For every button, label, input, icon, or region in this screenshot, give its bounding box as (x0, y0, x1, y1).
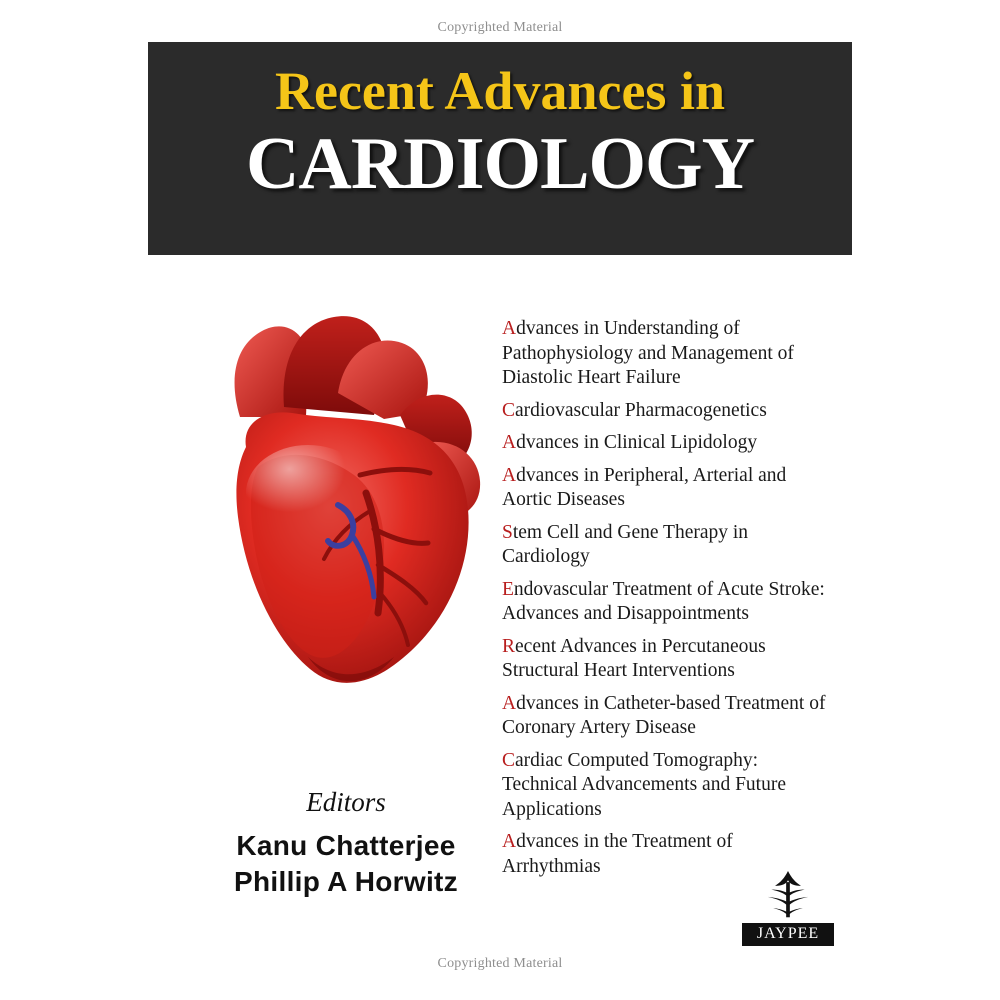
contents-item-initial: A (502, 831, 517, 852)
contents-item-text: dvances in the Treatment of Arrhythmias (502, 831, 733, 877)
contents-item (502, 578, 832, 627)
editor-name: Phillip A Horwitz (234, 866, 458, 897)
contents-list (502, 317, 832, 887)
contents-item-initial: A (502, 464, 517, 486)
contents-item-initial: R (502, 635, 516, 657)
contents-item-initial: S (502, 521, 513, 543)
contents-item-text: ecent Advances in Percutaneous Structural Heart Interventions (502, 635, 766, 681)
contents-item (502, 464, 832, 513)
contents-item-text: ardiac Computed Tomography: Technical Advancements and Future Applications (502, 749, 786, 820)
contents-item-text: dvances in Understanding of Pathophysiology and Management of Diastolic Heart Failure (502, 318, 794, 388)
watermark-bottom: Copyrighted Material (437, 956, 563, 971)
contents-item-text: dvances in Clinical Lipidology (516, 432, 758, 453)
book-front-cover (148, 42, 852, 960)
publisher-name: JAYPEE (742, 923, 834, 946)
watermark-top: Copyrighted Material (437, 20, 563, 35)
contents-item-text: dvances in Peripheral, Arterial and Aortic Diseases (502, 464, 787, 510)
contents-item-text: ardiovascular Pharmacogenetics (515, 399, 767, 421)
contents-item-initial: A (502, 692, 517, 714)
contents-item-initial: A (502, 318, 517, 339)
heart-illustration (188, 297, 518, 707)
contents-item-text: dvances in Catheter-based Treatment of Coronary Artery Disease (502, 692, 826, 738)
jaypee-brothers-logo-icon (742, 865, 834, 923)
editors-label: Editors (306, 787, 386, 817)
contents-item (502, 431, 832, 456)
contents-item-initial: C (502, 749, 516, 771)
editors-block (196, 787, 496, 900)
editor-name: Kanu Chatterjee (236, 830, 456, 861)
publisher-logo (742, 865, 834, 946)
contents-item-initial: C (502, 399, 516, 421)
contents-item-text: ndovascular Treatment of Acute Stroke: Advances and Disappointments (502, 578, 825, 624)
contents-item (502, 692, 832, 741)
contents-item (502, 521, 832, 570)
contents-item-initial: E (502, 578, 514, 600)
book-title-line-1: Recent Advances in (275, 61, 725, 121)
contents-item (502, 749, 832, 823)
title-band (148, 42, 852, 255)
contents-item (502, 635, 832, 684)
book-title-line-2: CARDIOLOGY (245, 123, 755, 205)
contents-item (502, 399, 832, 424)
contents-item-initial: A (502, 432, 517, 453)
contents-item-text: tem Cell and Gene Therapy in Cardiology (502, 521, 749, 567)
contents-item (502, 317, 832, 391)
